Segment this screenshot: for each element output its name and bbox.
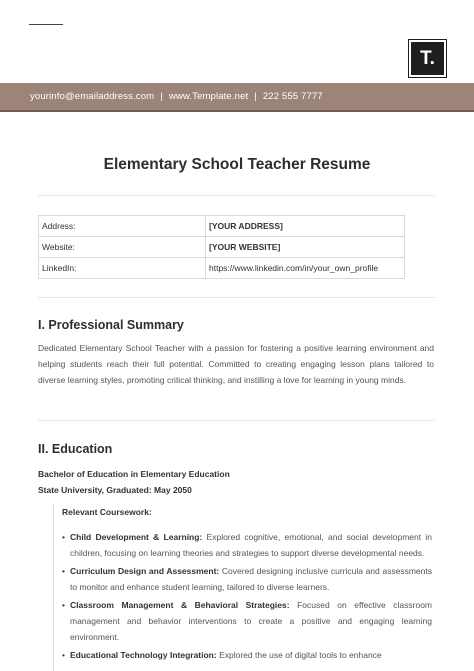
course-desc: Explored cognitive, emotional, and social development in children, focusing on learning theories and strategies to support diverse developmental needs. <box>70 532 432 558</box>
summary-heading: I. Professional Summary <box>38 318 184 332</box>
info-value-linkedin[interactable]: https://www.linkedin.com/in/your_own_profile <box>206 258 405 279</box>
contact-separator: | <box>254 91 257 102</box>
course-desc: Covered designing inclusive curricula and assessments to monitor and enhance student learning, tailored to diverse learners. <box>70 566 432 592</box>
course-desc: Focused on effective classroom management and behavior interventions to create a positive and engaging learning environment. <box>70 600 432 642</box>
summary-text: Dedicated Elementary School Teacher with a passion for fostering a positive learning environment and helping students reach their full potential. Committed to creating engaging lesson plans tailored to diverse learning styles, promoting critical thinking, and instilling a love for learning in young minds. <box>38 343 434 385</box>
logo-letter: T. <box>420 47 435 69</box>
degree-name: Bachelor of Education in Elementary Education <box>38 469 230 479</box>
course-title: Educational Technology Integration: <box>70 650 217 660</box>
divider <box>38 297 435 298</box>
course-title: Curriculum Design and Assessment: <box>70 566 220 576</box>
contact-bar <box>0 83 474 112</box>
course-title: Child Development & Learning: <box>70 532 203 542</box>
contact-email[interactable]: yourinfo@emailaddress.com <box>30 91 155 102</box>
template-logo <box>409 40 446 77</box>
contact-website[interactable]: www.Template.net <box>168 91 249 102</box>
course-title: Classroom Management & Behavioral Strategies: <box>70 600 290 610</box>
header-rule <box>29 24 63 25</box>
info-label-linkedin: LinkedIn: <box>39 258 206 279</box>
info-value-website: [YOUR WEBSITE] <box>206 237 405 258</box>
coursework-label: Relevant Coursework: <box>62 507 152 517</box>
list-item <box>70 597 432 645</box>
info-value-address: [YOUR ADDRESS] <box>206 216 405 237</box>
list-item <box>70 647 432 663</box>
list-item <box>70 529 432 561</box>
table-row <box>39 216 405 237</box>
info-label-website: Website: <box>39 237 206 258</box>
list-item <box>70 563 432 595</box>
contact-separator: | <box>160 91 163 102</box>
education-degree-block <box>38 466 230 498</box>
divider <box>38 195 435 196</box>
course-desc: Explored the use of digital tools to enhance <box>219 650 382 660</box>
school-name: State University, Graduated: May 2050 <box>38 485 192 495</box>
table-row <box>39 237 405 258</box>
page-title: Elementary School Teacher Resume <box>103 156 371 173</box>
education-heading: II. Education <box>38 442 113 456</box>
table-row <box>39 258 405 279</box>
info-label-address: Address: <box>39 216 206 237</box>
divider <box>38 420 435 421</box>
info-table <box>38 215 405 279</box>
contact-phone: 222 555 7777 <box>262 91 323 102</box>
coursework-list <box>62 529 432 665</box>
